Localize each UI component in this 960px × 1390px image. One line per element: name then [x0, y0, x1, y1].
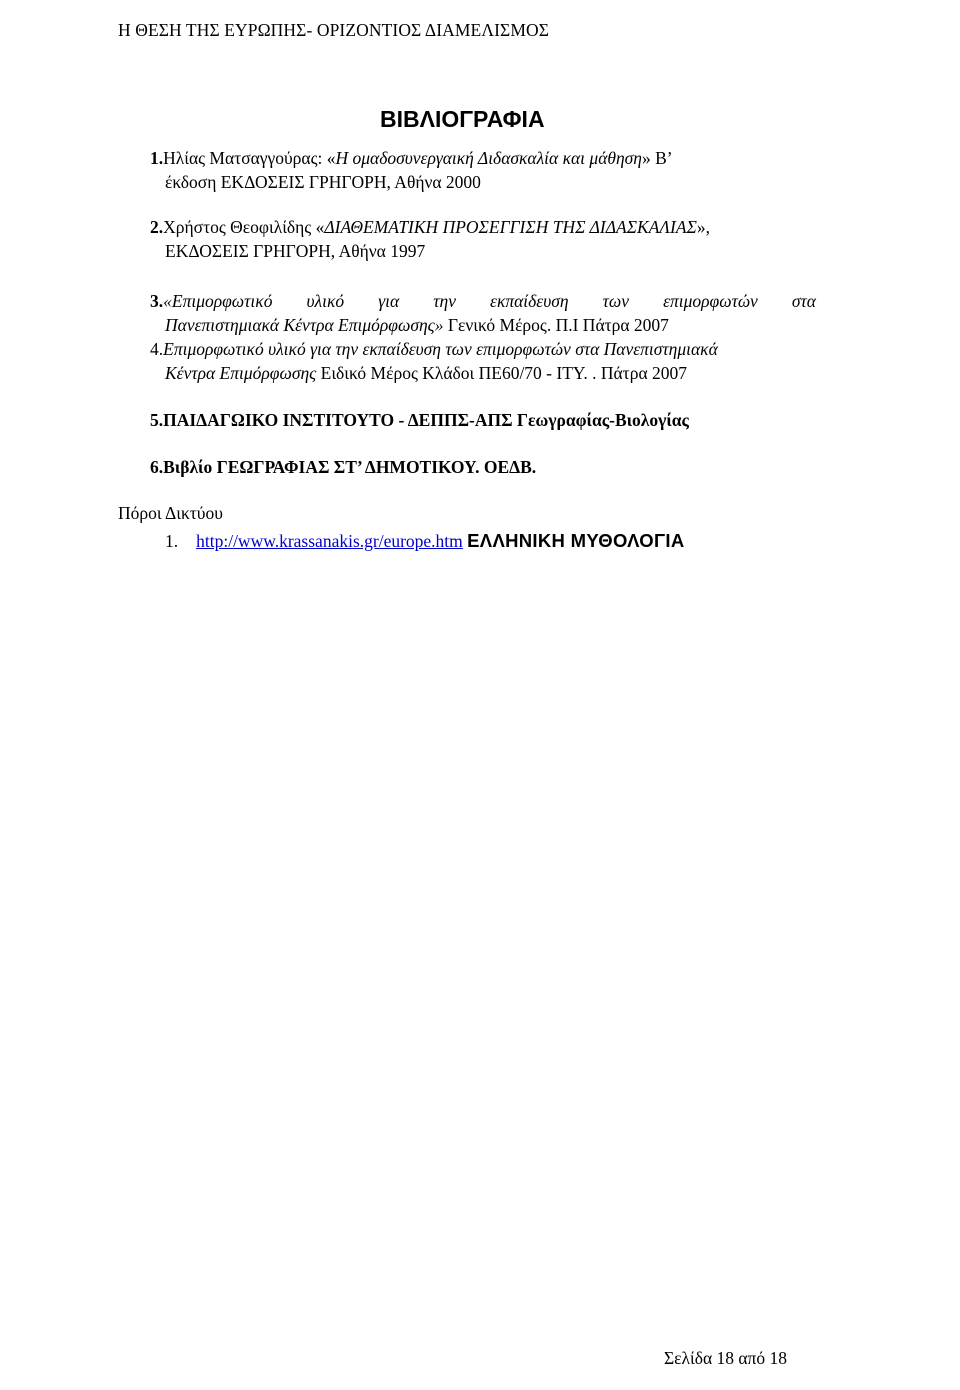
reference-number: 4.	[150, 339, 164, 359]
reference-title: Επιμορφωτικό υλικό για την εκπαίδευση των επιμορφωτών στα Πανεπιστημιακά	[163, 339, 718, 359]
reference-1-line-1: 1.Ηλίας Ματσαγγούρας: «Η ομαδοσυνεργαική Διδασκαλία και μάθηση» Β’	[150, 148, 673, 168]
web-resource-number: 1.	[165, 531, 179, 551]
web-resource-label: ΕΛΛΗΝΙΚΗ ΜΥΘΟΛΟΓΙΑ	[467, 530, 685, 551]
web-resources-heading: Πόροι Δικτύου	[118, 503, 223, 523]
reference-4-line-2: Κέντρα Επιμόρφωσης Ειδικό Μέρος Κλάδοι ΠΕ60/70 - ΙΤΥ. . Πάτρα 2007	[165, 363, 687, 383]
reference-title: ΔΙΑΘΕΜΑΤΙΚΗ ΠΡΟΣΕΓΓΙΣΗ ΤΗΣ ΔΙΔΑΣΚΑΛΙΑΣ	[324, 217, 697, 237]
web-resource-link[interactable]: http://www.krassanakis.gr/europe.htm	[196, 531, 463, 551]
web-resource-item	[165, 530, 685, 552]
reference-number: 5.	[150, 410, 164, 430]
reference-number: 2.	[150, 217, 164, 237]
reference-number: 3.	[150, 291, 164, 311]
page-title: ΒΙΒΛΙΟΓΡΑΦΙΑ	[380, 106, 545, 132]
running-header: Η ΘΕΣΗ ΤΗΣ ΕΥΡΩΠΗΣ- ΟΡΙΖΟΝΤΙΟΣ ΔΙΑΜΕΛΙΣΜΟΣ	[118, 20, 550, 40]
reference-2-line-1: 2.Χρήστος Θεοφιλίδης «ΔΙΑΘΕΜΑΤΙΚΗ ΠΡΟΣΕΓΓΙΣΗ ΤΗΣ ΔΙΔΑΣΚΑΛΙΑΣ»,	[150, 217, 711, 237]
reference-3-line-1	[150, 290, 816, 312]
reference-title: Η ομαδοσυνεργαική Διδασκαλία και μάθηση	[335, 148, 642, 168]
reference-1-line-2: έκδοση ΕΚΔΟΣΕΙΣ ΓΡΗΓΟΡΗ, Αθήνα 2000	[165, 172, 481, 192]
reference-3-line-2: Πανεπιστημιακά Κέντρα Επιμόρφωσης» Γενικό Μέρος. Π.Ι Πάτρα 2007	[165, 315, 669, 335]
reference-title: «Επιμορφωτικό υλικό για την εκπαίδευση των επιμορφωτών στα	[163, 291, 816, 311]
reference-4-line-1	[150, 338, 718, 360]
reference-6: 6.Βιβλίο ΓΕΩΓΡΑΦΙΑΣ ΣΤ’ ΔΗΜΟΤΙΚΟΥ. ΟΕΔΒ.	[150, 457, 537, 477]
reference-number: 6.	[150, 457, 164, 477]
reference-2-line-2: ΕΚΔΟΣΕΙΣ ΓΡΗΓΟΡΗ, Αθήνα 1997	[165, 241, 426, 261]
reference-5: 5.ΠΑΙΔΑΓΩΙΚΟ ΙΝΣΤΙΤΟΥΤΟ - ΔΕΠΠΣ-ΑΠΣ Γεωγραφίας-Βιολογίας	[150, 410, 689, 430]
page-number-footer: Σελίδα 18 από 18	[664, 1348, 788, 1368]
reference-number: 1.	[150, 148, 164, 168]
